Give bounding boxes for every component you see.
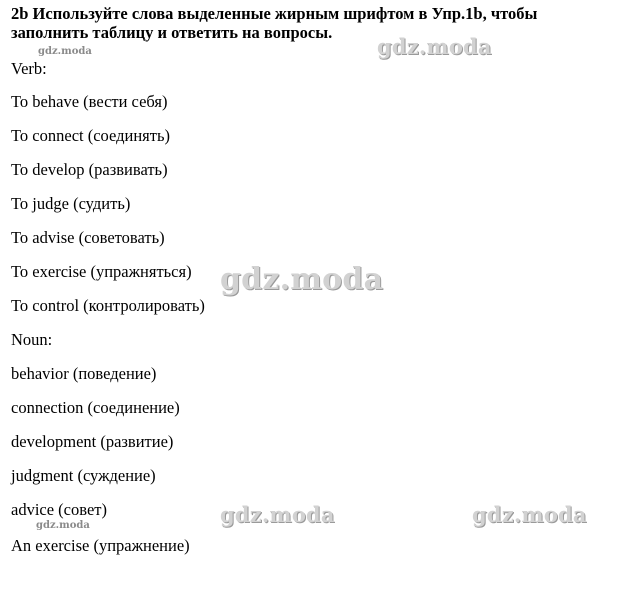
verb-label: Verb:: [11, 59, 47, 78]
verb-item: To judge (судить): [11, 194, 131, 213]
verb-item: To exercise (упражняться): [11, 262, 192, 281]
verb-item: To connect (соединять): [11, 126, 170, 145]
noun-item: An exercise (упражнение): [11, 536, 190, 555]
noun-label: Noun:: [11, 330, 53, 349]
noun-item: advice (совет): [11, 500, 107, 519]
watermark: gdz.moda: [377, 34, 492, 59]
watermark: gdz.moda: [220, 502, 335, 527]
watermark: gdz.moda: [220, 262, 384, 297]
noun-item: development (развитие): [11, 432, 174, 451]
verb-item: To control (контролировать): [11, 296, 205, 315]
exercise-heading: 2b Используйте слова выделенные жирным шрифтом в Упр.1b, чтобы заполнить таблицу и ответить на вопросы.: [11, 4, 538, 42]
noun-item: judgment (суждение): [11, 466, 156, 485]
verb-item: To behave (вести себя): [11, 92, 168, 111]
noun-item: connection (соединение): [11, 398, 180, 417]
watermark: gdz.moda: [472, 502, 587, 527]
verb-item: To advise (советовать): [11, 228, 165, 247]
watermark-small: gdz.moda: [38, 46, 92, 57]
noun-item: behavior (поведение): [11, 364, 157, 383]
verb-item: To develop (развивать): [11, 160, 168, 179]
watermark-small: gdz.moda: [36, 520, 90, 531]
